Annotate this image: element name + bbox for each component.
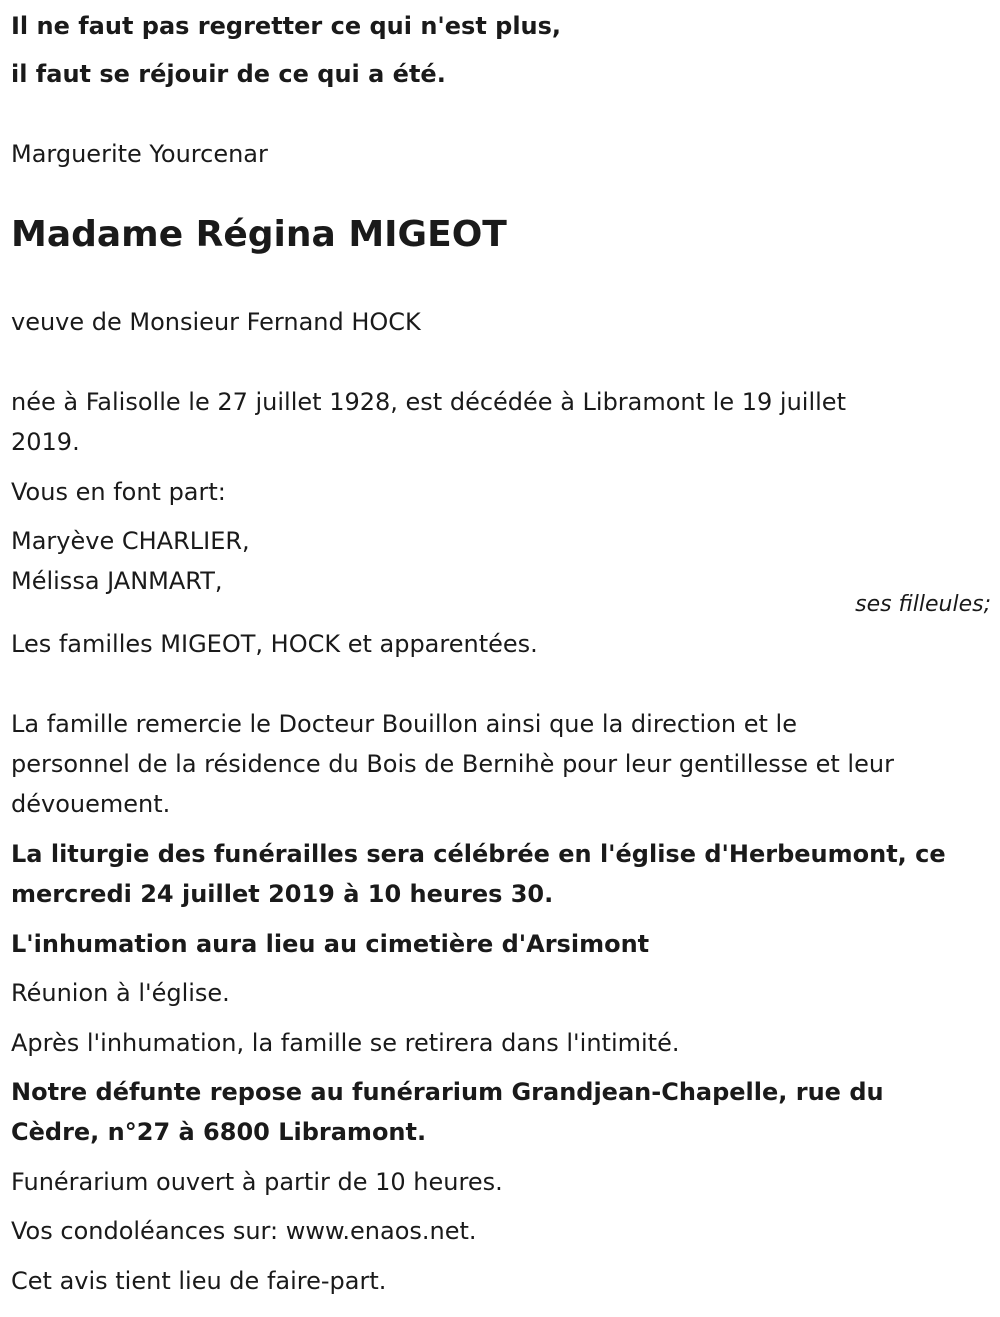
condolences-line: Vos condoléances sur: www.enaos.net. xyxy=(11,1217,477,1245)
notice-line: Cet avis tient lieu de faire-part. xyxy=(11,1267,387,1295)
liturgy-line-1: La liturgie des funérailles sera célébrée en l'église d'Herbeumont, ce xyxy=(11,840,946,868)
spouse-line: veuve de Monsieur Fernand HOCK xyxy=(11,308,421,336)
dates-line-2: 2019. xyxy=(11,428,80,456)
quote-author: Marguerite Yourcenar xyxy=(11,140,268,168)
relation-label: ses filleules; xyxy=(855,592,991,617)
funeral-home-line-2: Cèdre, n°27 à 6800 Libramont. xyxy=(11,1118,427,1146)
quote-line-1: Il ne faut pas regretter ce qui n'est plus, xyxy=(11,12,562,40)
dates-line-1: née à Falisolle le 27 juillet 1928, est décédée à Libramont le 19 juillet xyxy=(11,388,846,416)
after-burial-line: Après l'inhumation, la famille se retirera dans l'intimité. xyxy=(11,1029,680,1057)
announcer-person: Mélissa JANMART, xyxy=(11,567,223,595)
burial-line: L'inhumation aura lieu au cimetière d'Arsimont xyxy=(11,930,650,958)
deceased-name: Madame Régina MIGEOT xyxy=(11,214,507,255)
announcer-person: Maryève CHARLIER, xyxy=(11,527,250,555)
liturgy-line-2: mercredi 24 juillet 2019 à 10 heures 30. xyxy=(11,880,554,908)
thanks-line-1: La famille remercie le Docteur Bouillon ainsi que la direction et le xyxy=(11,710,797,738)
thanks-line-2: personnel de la résidence du Bois de Bernihè pour leur gentillesse et leur xyxy=(11,750,894,778)
announcers-intro: Vous en font part: xyxy=(11,478,226,506)
funeral-home-hours: Funérarium ouvert à partir de 10 heures. xyxy=(11,1168,503,1196)
meeting-line: Réunion à l'église. xyxy=(11,979,230,1007)
quote-line-2: il faut se réjouir de ce qui a été. xyxy=(11,60,446,88)
families-line: Les familles MIGEOT, HOCK et apparentées. xyxy=(11,630,538,658)
funeral-home-line-1: Notre défunte repose au funérarium Grandjean-Chapelle, rue du xyxy=(11,1078,884,1106)
thanks-line-3: dévouement. xyxy=(11,790,171,818)
